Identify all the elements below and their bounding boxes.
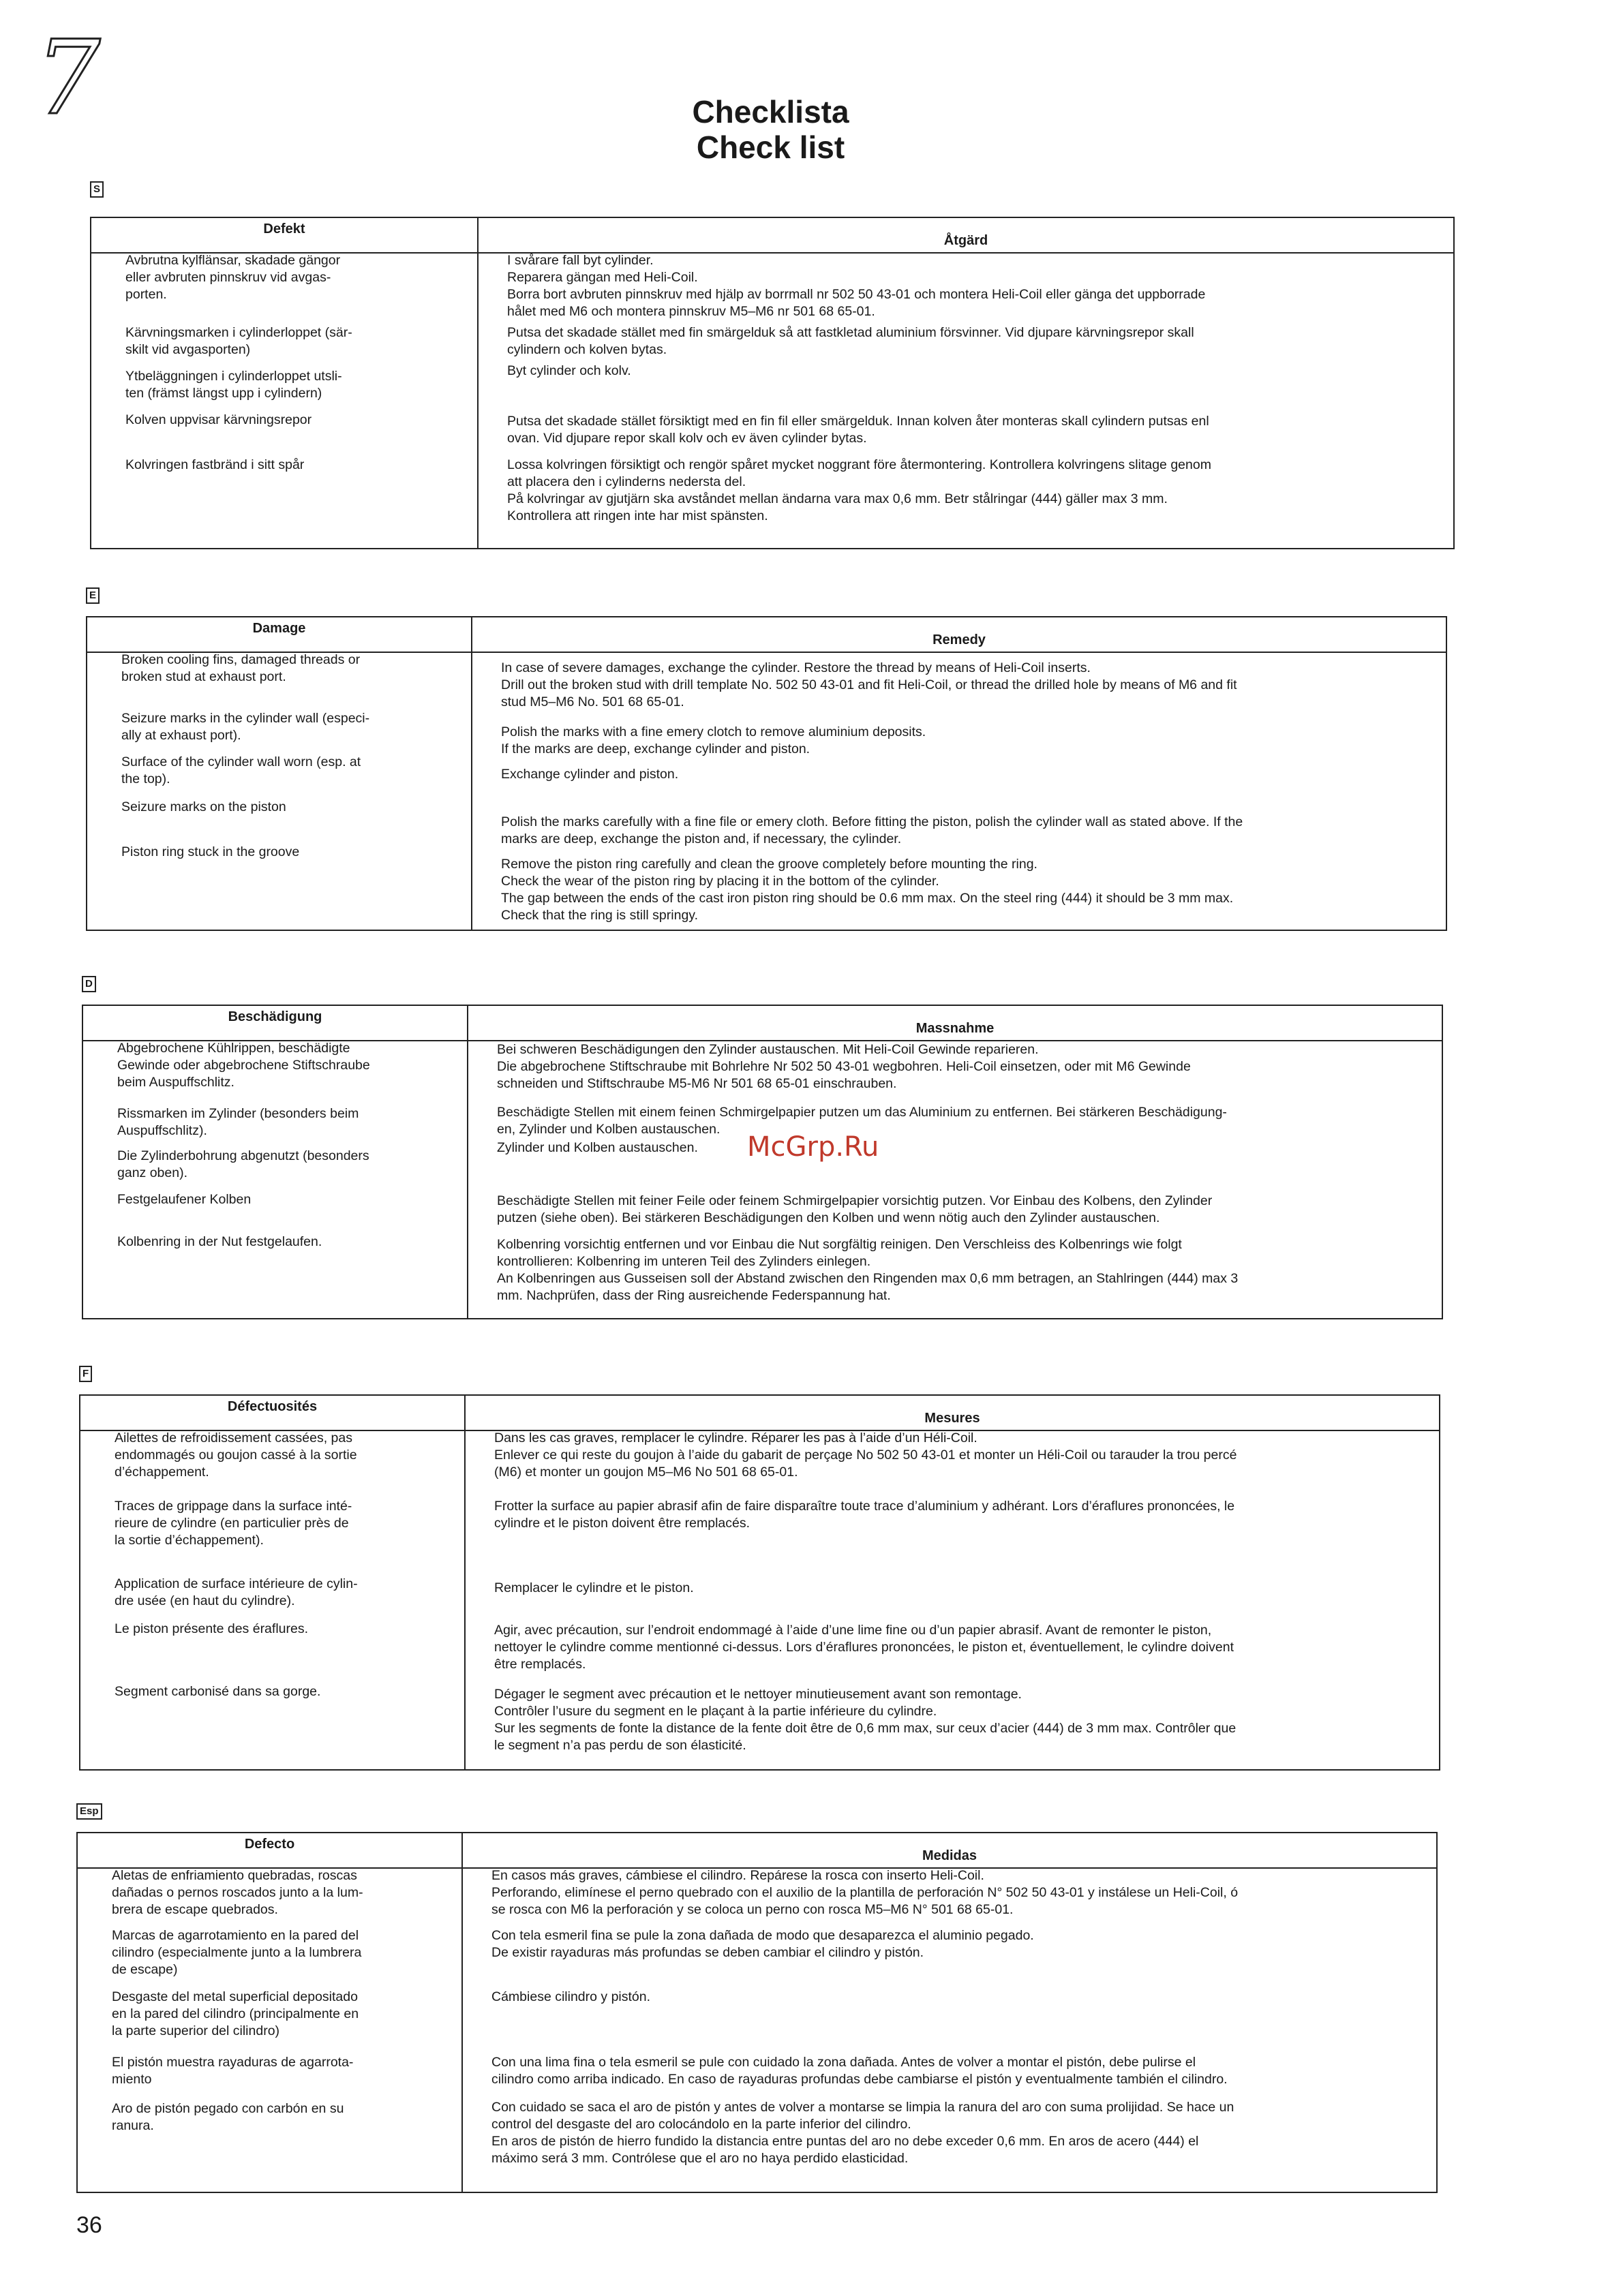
header-remedy: Åtgärd xyxy=(478,217,1454,253)
checklist-table-swedish xyxy=(90,217,1455,549)
checklist-table-french xyxy=(79,1394,1440,1771)
remedy-item: Exchange cylinder and piston. xyxy=(501,767,679,782)
language-marker-swedish: S xyxy=(90,181,104,198)
damage-cell xyxy=(77,1868,462,2192)
remedy-item: Lossa kolvringen försiktigt och rengör spåret mycket noggrant före återmontering. Kontrollera kolvringens slitage genom att placera den i cylinderns nedersta del. På kolvringar av gjutjärn ska avståndet mellan ändarna vara max 0,6 mm. Betr stålringar (444) gäller max 3 mm. Kontrollera att ringen inte har mist spänsten. xyxy=(507,457,1211,523)
checklist-table-spanish xyxy=(76,1832,1438,2193)
damage-item: Kärvningsmarken i cylinderloppet (sär- skilt vid avgasporten) xyxy=(125,325,352,357)
damage-cell xyxy=(82,1041,468,1319)
damage-item: Aro de pistón pegado con carbón en su ranura. xyxy=(112,2101,344,2133)
remedy-item: Remove the piston ring carefully and clean the groove completely before mounting the ring. Check the wear of the piston ring by placing it in the bottom of the cylinder. The gap between the ends of the cast iron piston ring should be 0.6 mm max. On the steel ring (444) it should be 3 mm max. Check that the ring is still springy. xyxy=(501,857,1234,923)
damage-item: Segment carbonisé dans sa gorge. xyxy=(115,1684,321,1699)
remedy-item: Con una lima fina o tela esmeril se pule con cuidado la zona dañada. Antes de volver a montar el pistón, debe pulirse el cilindro como arriba indicado. En caso de rayaduras profundas debe cambiarse el pistón y eventualmente también el cilindro. xyxy=(491,2055,1228,2087)
remedy-item: Kolbenring vorsichtig entfernen und vor Einbau die Nut sorgfältig reinigen. Den Verschleiss des Kolbenrings wie folgt kontrollieren: Kolbenring im unteren Teil des Zylinders einlegen. An Kolbenringen aus Gusseisen soll der Abstand zwischen den Ringenden max 0,6 mm betragen, an Stahlringen (444) max 3 mm. Nachprüfen, dass der Ring ausreichende Federspannung hat. xyxy=(497,1237,1239,1303)
damage-item: Ailettes de refroidissement cassées, pas endommagés ou goujon cassé à la sortie d’échappement. xyxy=(115,1430,357,1480)
damage-item: Ytbeläggningen i cylinderloppet utsli- ten (främst längst upp i cylindern) xyxy=(125,369,342,401)
damage-item: Seizure marks on the piston xyxy=(121,799,286,814)
page-title xyxy=(0,94,1541,165)
damage-cell xyxy=(87,652,472,930)
language-marker-french: F xyxy=(79,1366,92,1382)
remedy-item: Putsa det skadade stället försiktigt med en fin fil eller smärgelduk. Innan kolven åter monteras skall cylindern putsas enl ovan. Vid djupare repor skall kolv och ev även cylinder bytas. xyxy=(507,414,1209,446)
remedy-item: Frotter la surface au papier abrasif afin de faire disparaître toute trace d’aluminium y adhérant. Lors d’éraflures prononcées, le cylindre et le piston doivent être remplacés. xyxy=(494,1499,1235,1531)
damage-item: Desgaste del metal superficial depositado en la pared del cilindro (principalmente en la parte superior del cilindro) xyxy=(112,1989,359,2038)
damage-item: Marcas de agarrotamiento en la pared del cilindro (especialmente junto a la lumbrera de escape) xyxy=(112,1928,362,1977)
remedy-item: Bei schweren Beschädigungen den Zylinder austauschen. Mit Heli-Coil Gewinde reparieren. Die abgebrochene Stiftschraube mit Bohrlehre Nr 502 50 43-01 wegbohren. Heli-Coil einsetzen, oder mit M6 Gewinde schneiden und Stiftschraube M5-M6 Nr 501 68 65-01 einschrauben. xyxy=(497,1042,1191,1091)
header-damage: Defekt xyxy=(91,217,478,253)
remedy-item: Putsa det skadade stället med fin smärgelduk så att fastkletad aluminium försvinner. Vid djupare kärvningsrepor skall cylindern och kolven bytas. xyxy=(507,325,1194,357)
damage-cell xyxy=(80,1430,465,1770)
header-damage: Défectuosités xyxy=(80,1395,465,1430)
remedy-cell xyxy=(465,1430,1440,1770)
remedy-item: Beschädigte Stellen mit einem feinen Schmirgelpapier putzen um das Aluminium zu entfernen. Bei stärkeren Beschädigung- en, Zylinder und Kolben austauschen. xyxy=(497,1105,1227,1137)
remedy-item: Beschädigte Stellen mit feiner Feile oder feinem Schmirgelpapier vorsichtig putzen. Vor Einbau des Kolbens, den Zylinder putzen (siehe oben). Bei stärkeren Beschädigungen den Kolben und wenn nötig auch den Zylinder austauschen. xyxy=(497,1193,1213,1225)
header-damage: Damage xyxy=(87,617,472,652)
checklist-table-english xyxy=(86,616,1447,931)
remedy-item: I svårare fall byt cylinder. Reparera gängan med Heli-Coil. Borra bort avbruten pinnskruv med hjälp av borrmall nr 502 50 43-01 och montera Heli-Coil eller gänga det uppborrade hålet med M6 och montera pinnskruv M5–M6 nr 501 68 65-01. xyxy=(507,253,1206,319)
header-remedy: Massnahme xyxy=(468,1005,1442,1041)
remedy-cell xyxy=(462,1868,1437,2192)
remedy-item: Remplacer le cylindre et le piston. xyxy=(494,1580,694,1595)
header-remedy: Remedy xyxy=(472,617,1446,652)
damage-item: Abgebrochene Kühlrippen, beschädigte Gewinde oder abgebrochene Stiftschraube beim Auspuffschlitz. xyxy=(117,1041,370,1090)
remedy-item: Polish the marks carefully with a fine file or emery cloth. Before fitting the piston, polish the cylinder wall as stated above. If the marks are deep, exchange the piston and, if necessary, the cylinder. xyxy=(501,814,1243,846)
damage-item: El pistón muestra rayaduras de agarrota- miento xyxy=(112,2055,354,2087)
damage-item: Traces de grippage dans la surface inté- rieure de cylindre (en particulier près de la sortie d’échappement). xyxy=(115,1499,352,1548)
damage-item: Le piston présente des éraflures. xyxy=(115,1621,309,1636)
remedy-item: Byt cylinder och kolv. xyxy=(507,363,631,378)
damage-item: Kolvringen fastbränd i sitt spår xyxy=(125,457,305,472)
remedy-item: Con tela esmeril fina se pule la zona dañada de modo que desaparezca el aluminio pegado. De existir rayaduras más profundas se deben cambiar el cilindro y pistón. xyxy=(491,1928,1034,1960)
page-number: 36 xyxy=(76,2212,102,2238)
header-damage: Beschädigung xyxy=(82,1005,468,1041)
remedy-item: En casos más graves, cámbiese el cilindro. Repárese la rosca con inserto Heli-Coil. Perforando, elimínese el perno quebrado con el auxilio de la plantilla de perforación N° 502 50 43-01 y instálese un Heli-Coil, ó se rosca con M6 la perforación y se coloca un perno con rosca M5–M6 N° 501 68 65-01. xyxy=(491,1868,1239,1917)
damage-item: Festgelaufener Kolben xyxy=(117,1192,252,1207)
language-marker-german: D xyxy=(82,976,96,992)
damage-item: Seizure marks in the cylinder wall (especi- ally at exhaust port). xyxy=(121,711,370,743)
damage-item: Avbrutna kylflänsar, skadade gängor eller avbruten pinnskruv vid avgas- porten. xyxy=(125,253,341,302)
title-swedish: Checklista xyxy=(692,94,849,129)
damage-cell xyxy=(91,253,478,549)
damage-item: Surface of the cylinder wall worn (esp. at the top). xyxy=(121,754,361,786)
remedy-item: Dégager le segment avec précaution et le nettoyer minutieusement avant son remontage. Contrôler l’usure du segment en le plaçant à la partie inférieure du cylindre. Sur les segments de fonte la distance de la fente doit être de 0,6 mm max, sur ceux d’acier (444) de 3 mm max. Contrôler que le segment n’a pas perdu de son élasticité. xyxy=(494,1687,1237,1753)
damage-item: Aletas de enfriamiento quebradas, roscas dañadas o pernos roscados junto a la lum- brera de escape quebrados. xyxy=(112,1868,363,1917)
remedy-cell xyxy=(472,652,1446,930)
damage-item: Application de surface intérieure de cylin- dre usée (en haut du cylindre). xyxy=(115,1576,358,1608)
language-marker-spanish: Esp xyxy=(76,1803,102,1820)
language-marker-english: E xyxy=(86,587,100,604)
header-remedy: Medidas xyxy=(462,1833,1437,1868)
watermark: McGrp.Ru xyxy=(747,1131,879,1163)
remedy-cell xyxy=(478,253,1454,549)
damage-item: Rissmarken im Zylinder (besonders beim Auspuffschlitz). xyxy=(117,1106,359,1138)
header-damage: Defecto xyxy=(77,1833,462,1868)
header-remedy: Mesures xyxy=(465,1395,1440,1430)
damage-item: Broken cooling fins, damaged threads or broken stud at exhaust port. xyxy=(121,652,361,684)
remedy-item: Polish the marks with a fine emery clotch to remove aluminium deposits. If the marks are deep, exchange cylinder and piston. xyxy=(501,724,926,756)
damage-item: Piston ring stuck in the groove xyxy=(121,844,300,859)
remedy-item: Agir, avec précaution, sur l’endroit endommagé à l’aide d’une lime fine ou d’un papier abrasif. Avant de remonter le piston, nettoyer le cylindre comme mentionné ci-dessus. Lors d’éraflures prononcées, le piston et, éventuellement, le cylindre doivent être remplacés. xyxy=(494,1623,1234,1672)
remedy-item: Con cuidado se saca el aro de pistón y antes de volver a montarse se limpia la ranura del aro con suma prolijidad. Se hace un control del desgaste del aro colocándolo en la parte inferior del cilindro. En aros de pistón de hierro fundido la distancia entre puntas del aro no debe exceder 0,6 mm. En aros de acero (444) el máximo será 3 mm. Contrólese que el aro no haya perdido elasticidad. xyxy=(491,2100,1234,2166)
remedy-item: Cámbiese cilindro y pistón. xyxy=(491,1989,651,2004)
chapter-number: 7 xyxy=(35,19,101,138)
damage-item: Die Zylinderbohrung abgenutzt (besonders ganz oben). xyxy=(117,1148,369,1180)
remedy-item: In case of severe damages, exchange the cylinder. Restore the thread by means of Heli-Coil inserts. Drill out the broken stud with drill template No. 502 50 43-01 and fit Heli-Coil, or thread the drilled hole by means of M6 and fit stud M5–M6 No. 501 68 65-01. xyxy=(501,660,1237,709)
remedy-item: Dans les cas graves, remplacer le cylindre. Réparer les pas à l’aide d’un Héli-Coil. Enlever ce qui reste du goujon à l’aide du gabarit de perçage No 502 50 43-01 et monter un Héli-Coil ou tarauder la trou percé (M6) et monter un goujon M5–M6 No 501 68 65-01. xyxy=(494,1430,1237,1480)
damage-item: Kolven uppvisar kärvningsrepor xyxy=(125,412,312,427)
damage-item: Kolbenring in der Nut festgelaufen. xyxy=(117,1234,322,1249)
remedy-cell xyxy=(468,1041,1442,1319)
title-english: Check list xyxy=(696,129,845,165)
remedy-item: Zylinder und Kolben austauschen. xyxy=(497,1140,698,1155)
